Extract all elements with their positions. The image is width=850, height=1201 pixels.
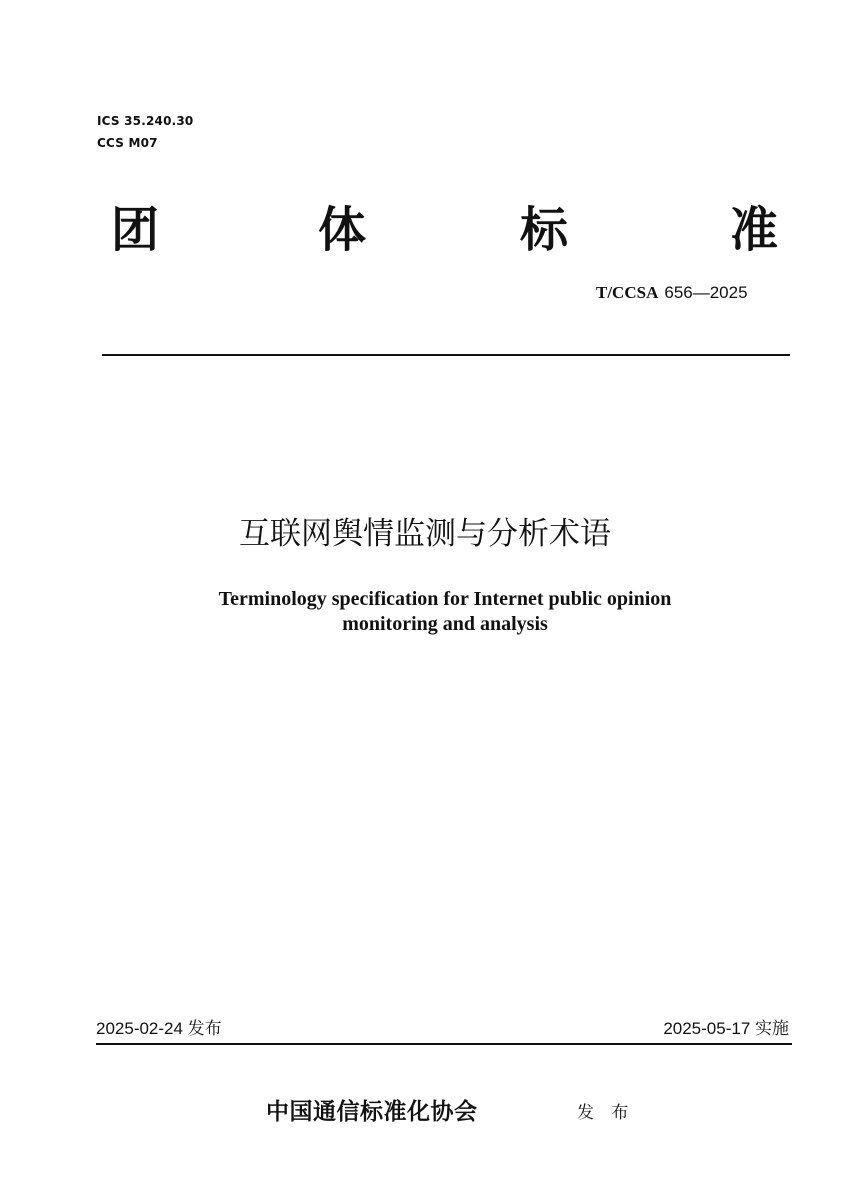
ics-code: ICS 35.240.30 <box>97 114 194 128</box>
chinese-title: 互联网舆情监测与分析术语 <box>239 516 611 552</box>
category-char-4: 准 <box>730 202 779 258</box>
standard-number <box>596 283 748 303</box>
issue-date: 2025-02-24 发布 <box>96 1019 222 1038</box>
publisher-name: 中国通信标准化协会 <box>266 1098 478 1125</box>
category-char-3: 标 <box>520 202 569 258</box>
implementation-date: 2025-05-17 实施 <box>663 1019 789 1038</box>
english-title-line-1: Terminology specification for Internet public opinion <box>218 588 672 610</box>
standard-prefix: T/CCSA <box>596 283 659 302</box>
english-title-line-2: monitoring and analysis <box>342 613 548 635</box>
category-char-1: 团 <box>111 202 160 258</box>
top-divider <box>102 354 790 356</box>
ccs-code: CCS M07 <box>97 136 158 150</box>
category-char-2: 体 <box>318 202 367 258</box>
publish-label: 发 布 <box>577 1103 635 1123</box>
bottom-divider <box>96 1043 792 1045</box>
standard-code: 656—2025 <box>664 283 748 302</box>
